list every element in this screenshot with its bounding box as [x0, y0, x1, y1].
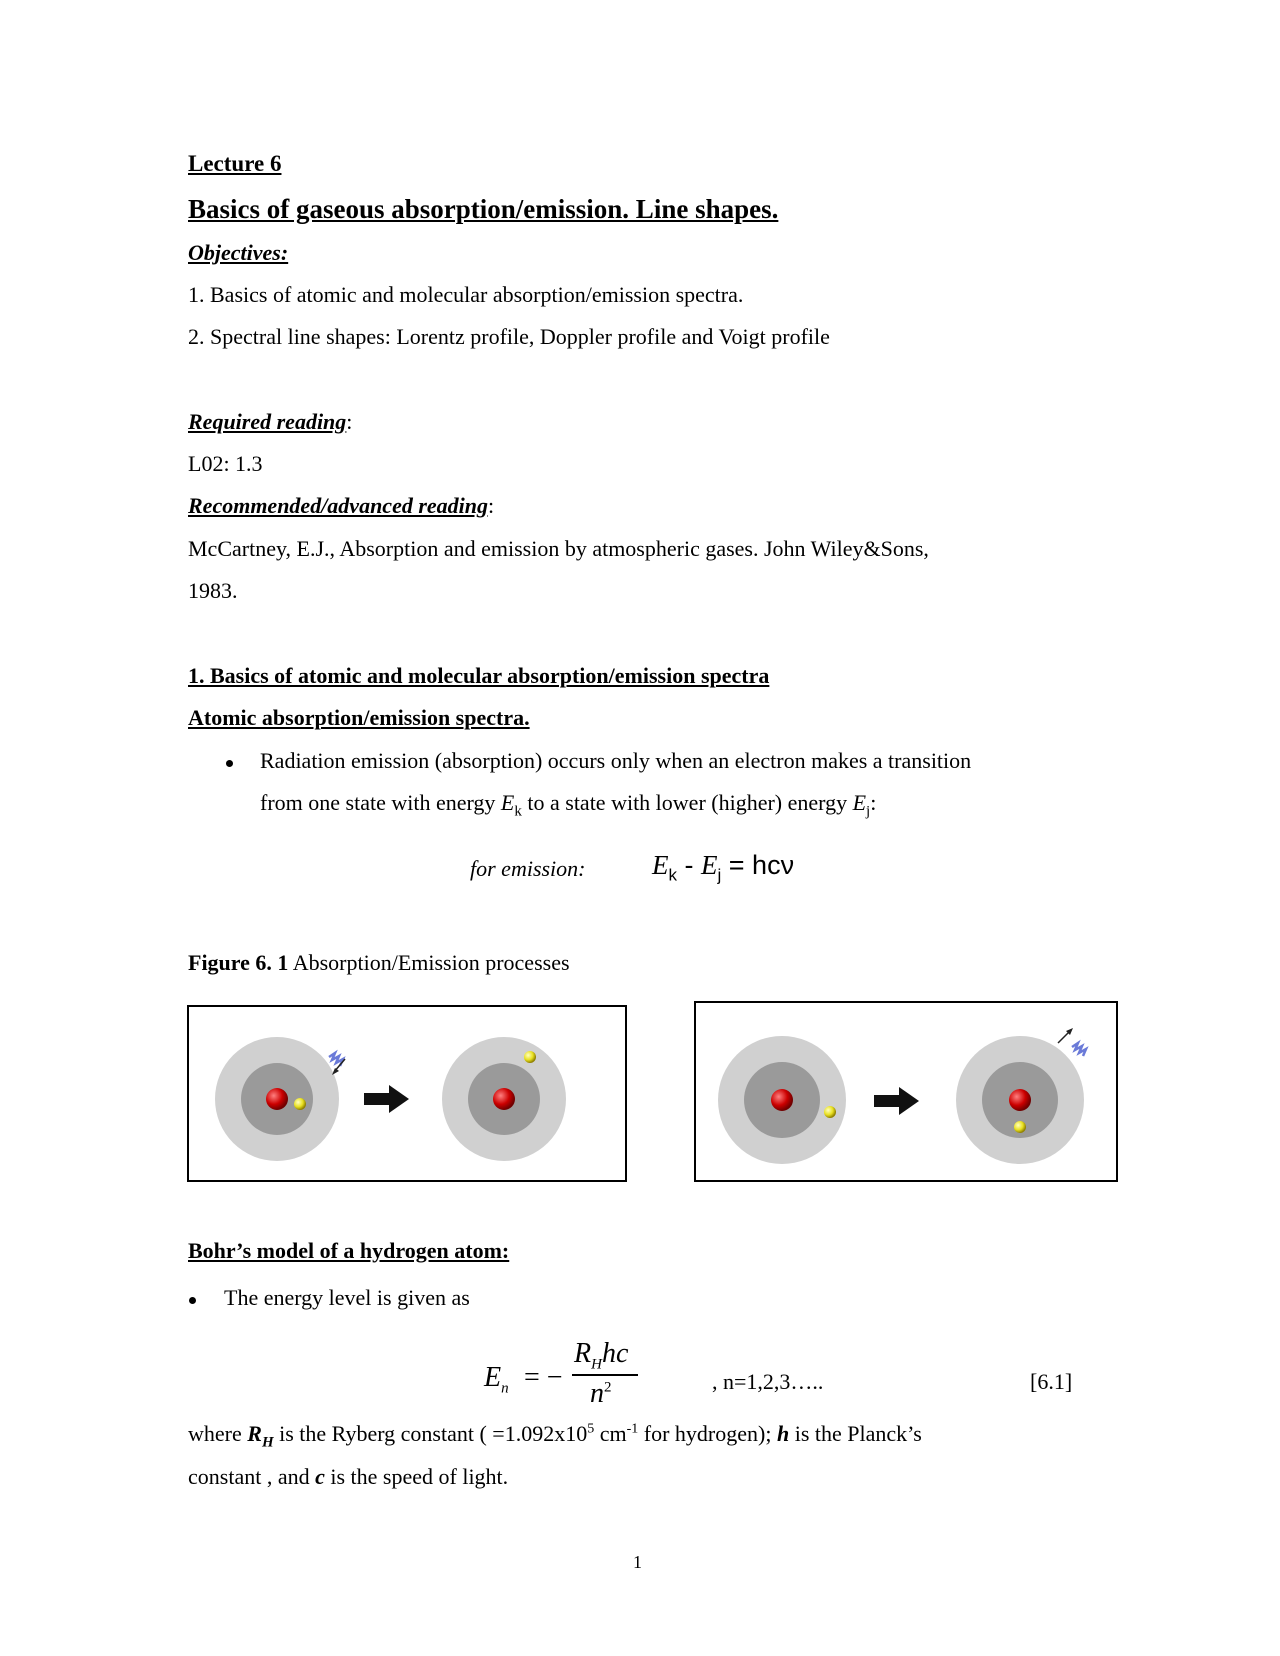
lecture-label: Lecture 6: [188, 151, 282, 176]
emission-equation: $E_k - E_j = hc\nu$: [652, 850, 795, 885]
transition-text-line2: from one state with energy $E_k$ to a state with lower (higher) energy $E_j$:: [260, 790, 877, 820]
absorption-figure: [187, 1005, 627, 1182]
bohr-energy-equation: $E_n$ = − $R_Hhc$ $n^2$: [484, 1340, 644, 1420]
figure-caption-text: Absorption/Emission processes: [288, 950, 570, 975]
atom-before-emission: [718, 1036, 846, 1164]
figure-label: Figure 6. 1: [188, 950, 289, 975]
recommended-reading-line2: 1983.: [188, 578, 238, 603]
equation-number: [6.1]: [1030, 1369, 1073, 1394]
bohr-bullet-text: The energy level is given as: [224, 1285, 470, 1310]
photon-icon: [1058, 1028, 1086, 1056]
recommended-reading-heading: Recommended/advanced reading: [188, 493, 489, 518]
required-reading: Required reading:: [188, 409, 353, 434]
emission-diagram: [696, 1003, 1116, 1180]
bullet-dot: [226, 760, 233, 767]
objective-item-1: 1. Basics of atomic and molecular absorption/emission spectra.: [188, 282, 744, 307]
atom-before-absorption: [215, 1037, 339, 1161]
page-title: Basics of gaseous absorption/emission. Line shapes.: [188, 194, 779, 224]
absorption-diagram: [189, 1007, 625, 1180]
page-number: 1: [633, 1552, 642, 1572]
recommended-reading: Recommended/advanced reading:: [188, 493, 495, 518]
figure-caption: [188, 950, 570, 976]
emission-label: for emission:: [470, 856, 586, 881]
atom-after-emission: [956, 1036, 1084, 1164]
transition-text-line1: Radiation emission (absorption) occurs only when an electron makes a transition: [260, 748, 972, 773]
recommended-reading-line1: McCartney, E.J., Absorption and emission by atmospheric gases. John Wiley&Sons,: [188, 536, 929, 561]
emission-figure: [694, 1001, 1118, 1182]
objectives-heading: Objectives:: [188, 240, 289, 265]
fraction-bar: [572, 1374, 638, 1376]
rydberg-explanation: where $R_H$ is the Ryberg constant ( $=1.092x10^5$ $cm^{-1}$ for hydrogen); h is the Planck’s: [188, 1421, 922, 1451]
arrow-icon: [874, 1087, 919, 1115]
bullet-dot: [189, 1297, 196, 1304]
bohr-heading: Bohr’s model of a hydrogen atom:: [188, 1238, 510, 1263]
speed-of-light-text: constant , and c is the speed of light.: [188, 1464, 509, 1489]
objective-item-2: 2. Spectral line shapes: Lorentz profile, Doppler profile and Voigt profile: [188, 324, 830, 349]
atom-after-absorption: [442, 1037, 566, 1161]
required-reading-text: L02: 1.3: [188, 451, 263, 476]
required-reading-heading: Required reading: [188, 409, 347, 434]
arrow-icon: [364, 1085, 409, 1113]
section1-subheading: Atomic absorption/emission spectra.: [188, 705, 530, 730]
n-values: , n=1,2,3…..: [712, 1369, 824, 1394]
section1-heading: 1. Basics of atomic and molecular absorption/emission spectra: [188, 663, 770, 688]
